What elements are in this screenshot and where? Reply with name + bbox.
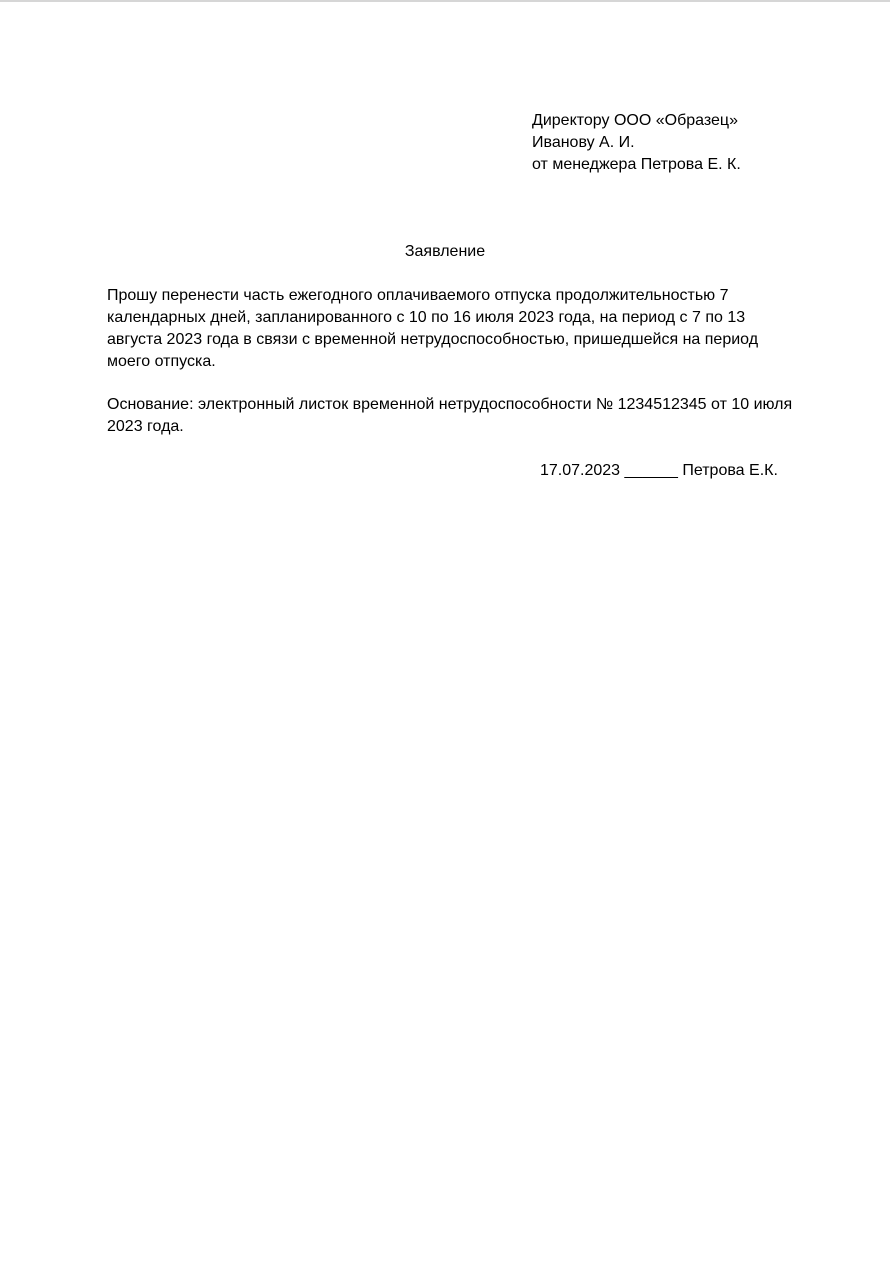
addressee-block <box>532 110 741 176</box>
date-signature-line: 17.07.2023 ______ Петрова Е.К. <box>540 462 778 479</box>
addressee-director-line: Директору ООО «Образец» <box>532 112 738 129</box>
basis-paragraph: Основание: электронный листок временной нетрудоспособности № 1234512345 от 10 июля 2023 года. <box>107 396 793 435</box>
addressee-name-line: Иванову А. И. <box>532 134 635 151</box>
request-paragraph: Прошу перенести часть ежегодного оплачиваемого отпуска продолжительностью 7 календарных дней, запланированного с 10 по 16 июля 2023 года, на период с 7 по 13 августа 2023 года в связи с временной нетрудоспособностью, пришедшейся на период моего отпуска. <box>107 287 759 370</box>
document-title: Заявление <box>404 243 486 260</box>
addressee-from-line: от менеджера Петрова Е. К. <box>532 156 741 173</box>
